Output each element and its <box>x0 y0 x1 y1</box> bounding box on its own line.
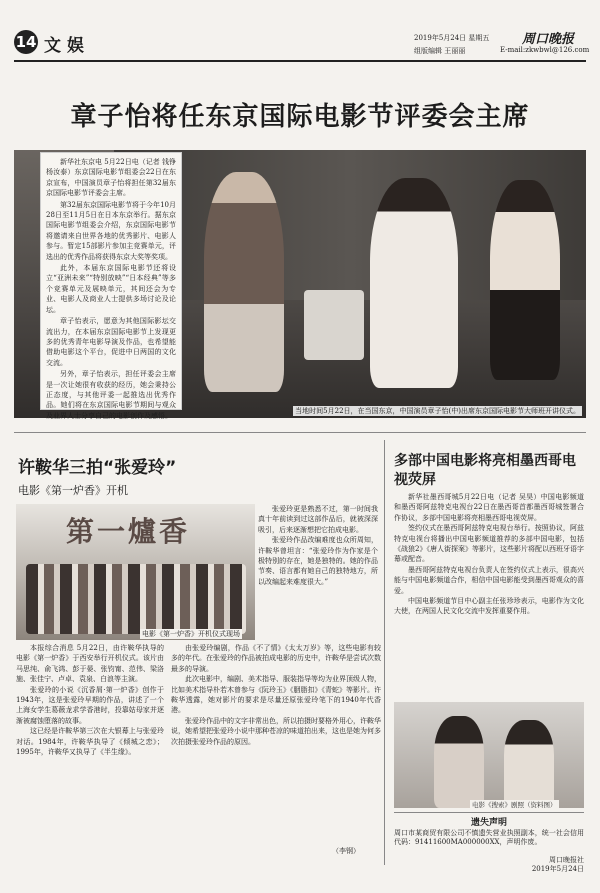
photo-person-b <box>504 720 554 808</box>
section-title: 文娱 <box>44 36 90 56</box>
photo-person-right <box>490 180 560 380</box>
article-paragraph: 本报综合消息 5月22日，由许鞍华执导的电影《第一炉香》于西安举行开机仪式。该片由马思纯、俞飞鸿、彭于晏、张钧甯、范伟、梁洛施、张佳宁、卢卓、袁泉、白浪等主演。 <box>16 644 164 684</box>
main-headline: 章子怡将任东京国际电影节评委会主席 <box>70 102 530 132</box>
article-paragraph: 中国电影频道节目中心副主任张珍珍表示，电影作为文化大使，在两国人民文化交流中发挥重要作用。 <box>394 597 584 616</box>
notice-divider <box>394 812 584 813</box>
ceremony-photo <box>16 504 255 640</box>
article-title-left: 许鞍华三拍“张爱玲” <box>18 458 177 478</box>
ceremony-photo-caption: 电影《第一炉香》开机仪式现场 <box>142 630 240 638</box>
photo-person-a <box>434 716 484 808</box>
article-paragraph: 墨西哥阿兹特克电视台负责人在签约仪式上表示，很高兴能与中国电影频道合作，相信中国电影能受到墨西哥观众的喜爱。 <box>394 565 584 595</box>
newspaper-logo: 周口晚报 <box>522 32 575 47</box>
page-number: 14 <box>14 30 38 54</box>
header-rule <box>14 60 586 62</box>
article-paragraph: 由张爱玲编剧，作品《不了情》《太太万岁》等，这些电影有较多的年代。在张爱玲的作品被拍成电影的历史中，许鞍华是尝试次数最多的导演。 <box>171 644 381 673</box>
lead-photo-caption: 当地时间5月22日，在当国东京，中国演员章子怡(中)出席东京国际电影节大师班开讲仪式。 <box>295 407 580 415</box>
lead-paragraph: 另外，章子怡表示，担任评委会主席是一次让她很有收获的经历，她会秉持公正态度，与其他评委一起推选出优秀作品。她们将在东京国际电影节期间与观众及业界人士分享自己的电影创作及感悟。 <box>46 370 176 420</box>
article-paragraph: 这已经是许鞍华第三次在大银幕上与张爱玲对话。1984年，许鞍华执导了《倾城之恋》；1995年，许鞍华又执导了《半生缘》。 <box>16 727 164 757</box>
film-banner: 第一爐香 <box>66 515 191 548</box>
article-paragraph: 张爱玲的小说《沉香屑·第一炉香》创作于1943年，这是张爱玲早期的作品，讲述了一个上海女学生葛薇龙求学香港时，投靠姑母家并逐渐被腐蚀堕落的故事。 <box>16 685 164 725</box>
section-divider <box>14 432 586 433</box>
article-title-right: 多部中国电影将亮相墨西哥电视荧屏 <box>394 453 576 488</box>
lead-paragraph: 第32届东京国际电影节将于今年10月28日至11月5日在日本东京举行。据东京国际电影节组委会介绍，东京国际电影节将邀请来自世界各地的优秀影片、电影人参与。暂定15部影片参加主竞赛单元，评选出的优秀作品将获得东京大奖等奖项。 <box>46 200 176 261</box>
article-column <box>16 643 164 865</box>
article-paragraph: 签约仪式在墨西哥阿兹特克电视台举行。按照协议，阿兹特克电视台将播出中国电影频道推荐的多部中国电影，包括《战狼2》《唐人街探案》等影片，这些影片将配以西班牙语字幕或配音。 <box>394 524 584 564</box>
column-divider <box>384 440 385 865</box>
article-byline: （李钢） <box>332 847 360 855</box>
article-column <box>171 643 381 865</box>
photo-person-left <box>204 172 284 392</box>
article-paragraph: 新华社墨西哥城5月22日电（记者 吴昊）中国电影频道和墨西哥阿兹特克电视台22日在墨西哥首都墨西哥城签署合作协议，多部中国电影将亮相墨西哥电视荧屏。 <box>394 493 584 522</box>
article-column <box>258 504 378 638</box>
notice-title: 遗失声明 <box>470 818 507 828</box>
photo-table <box>304 290 364 360</box>
article-paragraph: 张爱玲作品中的文字非常出色，所以拍摄时要格外用心，许鞍华说，她希望把张爱玲小说中那种苍凉的味道拍出来，这也是她为何多次拍摄张爱玲作品的原因。 <box>171 716 381 746</box>
lead-paragraph: 章子怡表示，愿意为其他国际影坛交流出力，在本届东京国际电影节上发现更多的优秀青年电影导演及作品，也希望能借助电影这个平台，促进中日两国的文化交流。 <box>46 317 176 367</box>
lead-article <box>40 152 182 420</box>
issue-date: 2019年5月24日 星期五 <box>414 34 490 42</box>
lead-paragraph: 此外，本届东京国际电影节还将设立“亚洲未来”“特别放映”“日本经典”等多个竞赛单元及展映单元，其间还会为专业、电影人及商业人士提供多场讨论及论坛。 <box>46 264 176 314</box>
article-subtitle-left: 电影《第一炉香》开机 <box>18 484 128 497</box>
article-paragraph: 张爱玲作品改编难度也众所周知，许鞍华曾坦言：“张爱玲作为作家是个极特别的存在，她是独特的。她的作品节奏、语言都有她自己的独特地方，所以改编起来难度很大。” <box>258 536 378 586</box>
lead-paragraph: 新华社东京电 5月22日电（记者 钱铮 杨汝泰）东京国际电影节组委会22日在东京宣布，中国演员章子怡将担任第32届东京国际电影节评委会主席。 <box>46 158 176 198</box>
photo-group <box>26 564 246 634</box>
article-paragraph: 张爱玲更是熟悉不过，第一时间我真十年前读到过这部作品后，就被深深吸引，后来逐渐想把它拍成电影。 <box>258 505 378 534</box>
notice-signature: 周口晚报社 2019年5月24日 <box>531 856 584 873</box>
article-paragraph: 此次电影中，编剧、美术指导、服装指导等均为业界顶级人物，比如美术指导朴若木曾参与《阮玲玉》《胭脂扣》《青蛇》等影片。许鞍华透露，她对影片的要求是尽量还原张爱玲笔下的1940年代香港。 <box>171 675 381 715</box>
photo-person-center <box>370 178 458 388</box>
notice-text: 周口市某商贸有限公司不慎遗失营业执照副本，统一社会信用代码：91411600MA000000XX，声明作废。 <box>394 829 584 846</box>
film-still-caption: 电影《搜索》剧照（资料图） <box>472 801 557 809</box>
article-column-right <box>394 492 584 698</box>
film-still-photo <box>394 702 584 808</box>
contact-email: E-mail:zkwbwl@126.com <box>500 46 590 54</box>
layout-editor: 组版编辑 王丽丽 <box>414 47 466 55</box>
